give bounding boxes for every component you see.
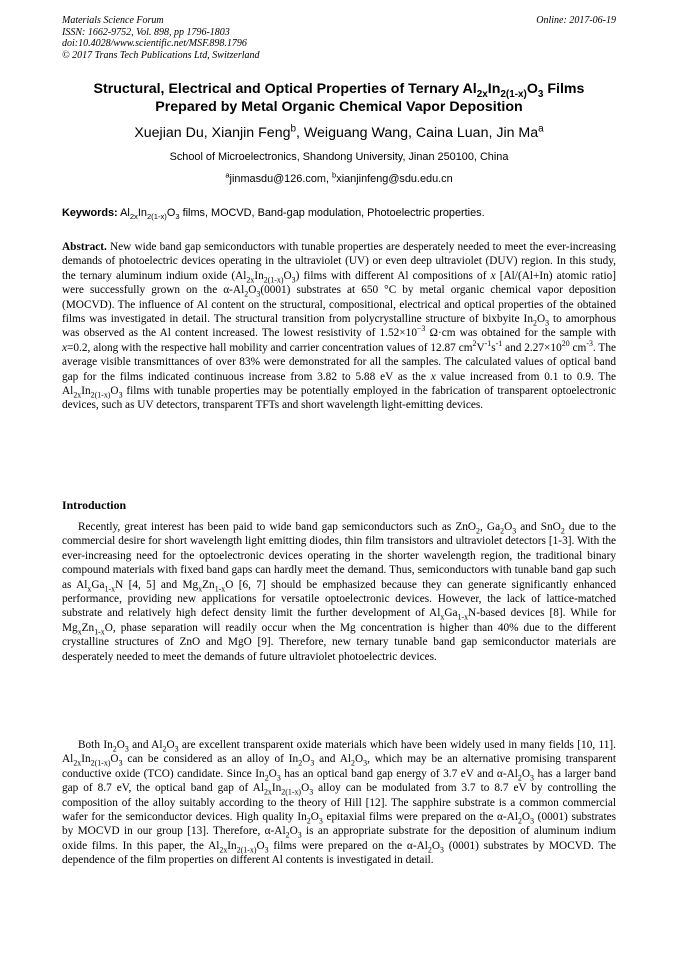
journal-copyright: © 2017 Trans Tech Publications Ltd, Switzerland	[62, 49, 260, 61]
keywords: Keywords: $Al_{2x}In_{2(1-x)}O_3$ films, MOCVD, Band-gap modulation, Photoelectric properties.	[62, 207, 485, 222]
online-date: Online: 2017-06-19	[536, 15, 616, 26]
abstract-label: Abstract.	[62, 241, 107, 253]
journal-header	[62, 15, 616, 61]
journal-name: Materials Science Forum	[62, 15, 164, 26]
email-b[interactable]: xianjinfeng@sdu.edu.cn	[336, 173, 453, 185]
affiliation: School of Microelectronics, Shandong University, Jinan 250100, China	[169, 151, 509, 163]
abstract-paragraph: Abstract. New wide band gap semiconductors with tunable properties are desperately needed to meet the ever-increasing demands of photoelectric devices operating in the ultraviolet (UV) or even deep ultraviolet (DUV) region. In this study, the ternary aluminum indium oxide $(Al_{2x}In_{2(1-x)}O_3)$ films with different Al compositions of x [Al/(Al+In) atomic ratio] were successfully grown on the $\alpha-Al_2O_3(0001)$ substrates at 650 °C by metal organic chemical vapor deposition (MOCVD). The influence of Al content on the structural, compositional, electrical and optical properties of the obtained films was investigated in detail. The structural transition from polycrystalline structure of bixbyite $In_2O_3$ to amorphous was observed as the Al content increased. The lowest resistivity of $1.52\times 10^{-3}$ Ω·cm was obtained for the sample with x=0.2, along with the respective hall mobility and carrier concentration values of 12.87 $cm^2V^{-1}s^{-1}$ and $2.27\times 10^{20}$ $cm^{-3}$. The average visible transmittances of over 83% were demonstrated for all the samples. The calculated values of optical band gap for the films indicated continuous increase from 3.82 to 5.88 eV as the x value increased from 0.1 to 0.9. The $Al_{2x}In_{2(1-x)}O_3$ films with tunable properties may be potentially employed in the fabrication of transparent optoelectronic devices, such as UV detectors, transparent TFTs and short wavelength light-emitting devices.	[62, 241, 617, 412]
keywords-label: Keywords:	[62, 207, 118, 219]
journal-issn: ISSN: 1662-9752, Vol. 898, pp 1796-1803	[62, 26, 230, 38]
intro-paragraph-1: Recently, great interest has been paid to wide band gap semiconductors such as ZnO$_2$, $Ga_2O_3$ and SnO$_2$ due to the commercial desire for short wavelength light emitting diodes, thin film transistors and ultraviolet detectors [1-3]. With the ever-increasing need for the optoelectronic devices operating in the shorter wavelength region, the traditional binary compound materials with fixed band gaps can hardly meet the demand. Thus, semiconductors with tunable band gap such as $Al_xGa_{1-x}N$ [4, 5] and $Mg_xZn_{1-x}O$ [6, 7] should be emphasized because they can generate significantly enhanced performance, providing new applications for versatile optoelectronic devices. However, the lack of lattice-matched substrate and relatively high defect density limit the further development of $Al_xGa_{1-x}N$-based devices [8]. While for $Mg_xZn_{1-x}O$, phase separation will readily occur when the Mg concentration is higher than 40% due to the different crystalline structures of ZnO and MgO [9]. Therefore, new ternary tunable band gap semiconductor materials are desperately needed to meet the demands of future ultraviolet photoelectric devices.	[62, 521, 616, 663]
journal-doi: doi:10.4028/www.scientific.net/MSF.898.1796	[62, 38, 247, 49]
email-a[interactable]: jinmasdu@126.com,	[229, 173, 333, 185]
author-emails: $^a$jinmasdu@126.com, $^b$xianjinfeng@sdu.edu.cn	[225, 170, 453, 185]
author-list: Xuejian Du, Xianjin Feng$^b$, Weiguang Wang, Caina Luan, Jin Ma$^a$	[134, 123, 544, 141]
section-heading-introduction: Introduction	[62, 498, 127, 512]
intro-paragraph-2: Both $In_2O_3$ and $Al_2O_3$ are excellent transparent oxide materials which have been widely used in many fields [10, 11]. $Al_{2x}In_{2(1-x)}O_3$ can be considered as an alloy of $In_2O_3$ and $Al_2O_3$, which may be an alternative promising transparent conductive oxide (TCO) candidate. Since $In_2O_3$ has an optical band gap energy of 3.7 eV and $\alpha-Al_2O_3$ has a larger band gap of 8.7 eV, the optical band gap of $Al_{2x}In_{2(1-x)}O_3$ alloy can be modulated from 3.7 to 8.7 eV by controlling the composition of the alloy suitably according to the theory of Hill [12]. The sapphire substrate is a common commercial wafer for the semiconductor devices. High quality $In_2O_3$ epitaxial films were prepared on the $\alpha-Al_2O_3$ (0001) substrates by MOCVD in our group [13]. Therefore, $\alpha-Al_2O_3$ is an appropriate substrate for the deposition of aluminum indium oxide films. In this paper, the $Al_{2x}In_{2(1-x)}O_3$ films were prepared on the $\alpha-Al_2O_3$ (0001) substrates by MOCVD. The dependence of the film properties on different Al contents is investigated in detail.	[62, 739, 617, 867]
paper-title: Structural, Electrical and Optical Properties of Ternary $Al_{2x}In_{2(1-x)}O_3$ Films Prepared by Metal Organic Chemical Vapor Deposition	[93, 81, 585, 115]
